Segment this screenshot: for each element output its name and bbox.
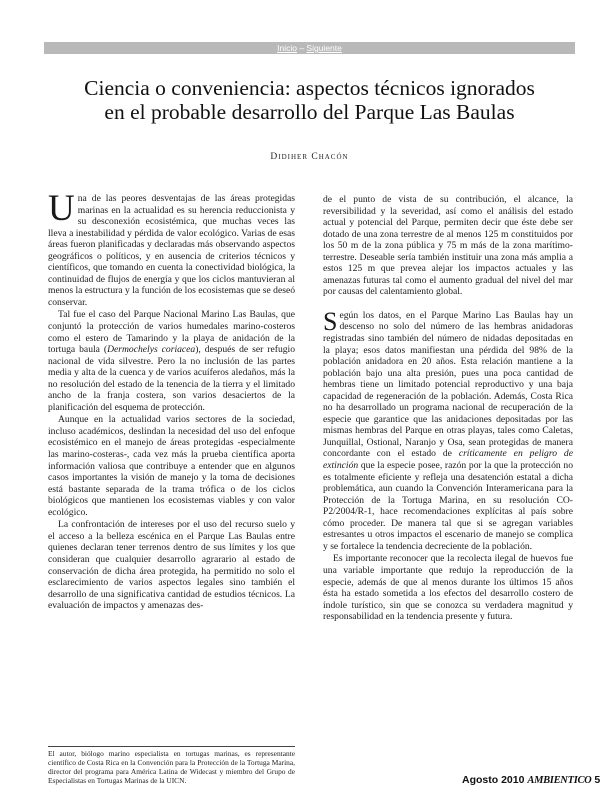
next-link[interactable]: Siguiente: [306, 43, 342, 53]
article-title-line-2: en el probable desarrollo del Parque Las Baulas: [104, 100, 515, 124]
paragraph: Es importante reconocer que la recolecta ilegal de huevos fue una variable importante que redujo la reproducción de la especie, además de que al menos durante los últimos 15 años ésta ha estado sometida a los efectos del desarrollo costero de índole turístico, sin que se conozca su verdadera magnitud y responsabilidad en la tendencia presente y futura.: [323, 553, 573, 623]
paragraph-text: Tal fue el caso del Parque Nacional Marino Las Baulas, que conjuntó la protección de varios humedales marino-costeros como el estero de Tamarindo y la playa de anidación de la tortuga baula (: [48, 309, 295, 356]
article-title-line-1: Ciencia o conveniencia: aspectos técnicos ignorados: [84, 76, 535, 100]
article-title: [44, 76, 575, 124]
species-name: Dermochelys coriacea: [107, 344, 196, 356]
right-column: [323, 194, 573, 623]
paragraph-text: que la especie posee, razón por la que la protección no es totalmente eficiente y refleja una desatención estatal a dicha problemática, aun cuando la Convención Interamericana para la Protección de la Tortuga Marina, en su resolución CO-P2/2004/R-1, hace recomendaciones explícitas al país sobre cómo proceder. De manera tal que si se agregan variables estresantes u otros impactos el escenario de manejo se complica y se fortalece la tendencia decreciente de la población.: [323, 460, 573, 552]
nav-separator: –: [296, 43, 307, 53]
paragraph: Aunque en la actualidad varios sectores de la sociedad, incluso académicos, deslindan la necesidad del uso del enfoque ecosistémico en el manejo de áreas protegidas -especialmente las marino-costeras-, cada vez más la prueba científica aporta información valiosa que contribuye a entender que en algunos casos importantes la visión de manejo y la toma de decisiones está bastante separada de la trama trófica o de los ciclos biológicos que mantienen los ecosistemas viables y con valor ecológico.: [48, 414, 295, 518]
author-footnote: El autor, biólogo marino especialista en tortugas marinas, es representante científico de Costa Rica en la Convención para la Protección de la Tortuga Marina, director del programa para América Latina de Widecast y miembro del Grupo de Especialistas en Tortugas Marinas de la UICN.: [48, 749, 295, 785]
paragraph-text: na de las peores desventajas de las áreas protegidas marinas en la actualidad es su herencia reduccionista y su desconexión ecosistémica, que muchas veces las lleva a inestabilidad y pérdida de valor ecológico. Varias de esas áreas fueron planificadas y declaradas más observando aspectos geográficos o políticos, y en ausencia de criterios técnicos y científicos, que tomando en cuenta la conectividad biológica, la continuidad de flujos de energía y que los ciclos mantuvieran al menos la estructura y la función de los ecosistemas que se deseó conservar.: [48, 193, 295, 308]
article-author: Didiher Chacón: [270, 152, 349, 162]
paragraph: [48, 188, 295, 308]
emphasis-text: críticamente en peligro de extinción: [323, 448, 573, 472]
paragraph: [48, 309, 295, 413]
footnote-divider: [48, 746, 295, 747]
paragraph-text: ), después de ser refugio nacional de vida silvestre. Pero la no inclusión de las partes media y alta de la cuenca y de varios acuíferos aledaños, más la no resolución del estado de la tenencia de la tierra y el limitado ancho de la franja costera, son varios desaciertos de la planificación del esquema de protección.: [48, 344, 295, 413]
left-column: [48, 188, 295, 612]
drop-cap: S: [323, 306, 338, 336]
page-number: 5: [594, 774, 601, 786]
issue-date: Agosto 2010: [462, 774, 525, 786]
drop-cap: U: [48, 188, 75, 229]
navigation-bar: [44, 42, 575, 54]
paragraph: [323, 306, 573, 552]
page-footer: [462, 774, 601, 786]
paragraph-text: egún los datos, en el Parque Marino Las Baulas hay un descenso no solo del número de las hembras anidadoras registradas sino también del número de nidadas depositadas en la playa; esos datos manifiestan una pérdida del 98% de la población anidadora en 20 años. Esta relación mantiene a la población bajo una alta presión, pues una poca cantidad de hembras tiene un limitado potencial reproductivo y una baja capacidad de regeneración de la población. Además, Costa Rica no ha desarrollado un programa nacional de recuperación de la especie que garantice que las anidaciones depositadas por las mismas hembras del Parque en otras playas, tales como Caletas, Junquillal, Ostional, Naranjo y Osa, sean protegidas de manera concordante con el estado de: [323, 309, 573, 460]
home-link[interactable]: Inicio: [277, 43, 297, 53]
paragraph: de el punto de vista de su contribución, el alcance, la reversibilidad y la severidad, así como el análisis del estado actual y potencial del Parque, permiten decir que éste debe ser dotado de una zona terrestre de al menos 125 m constituidos por los 50 m de la zona pública y 75 m más de la zona marítimo-terrestre. Deseable sería también instituir una zona más amplia a estos 125 m que prevea alejar los impactos actuales y las amenazas futuras tal como el aumento gradual del nivel del mar por causas del calentamiento global.: [323, 194, 573, 298]
paragraph: La confrontación de intereses por el uso del recurso suelo y el acceso a la belleza escénica en el Parque Las Baulas entre quienes declaran tener terrenos dentro de sus límites y los que consideran que cualquier desarrollo agrarario al estado de conservación de dicha área protegida, ha permitido no solo el esclarecimiento de varios aspectos legales sino también el desarrollo de una significativa cantidad de estudios técnicos. La evaluación de impactos y amenazas des-: [48, 519, 295, 612]
magazine-name: AMBIENTICO: [527, 775, 592, 786]
